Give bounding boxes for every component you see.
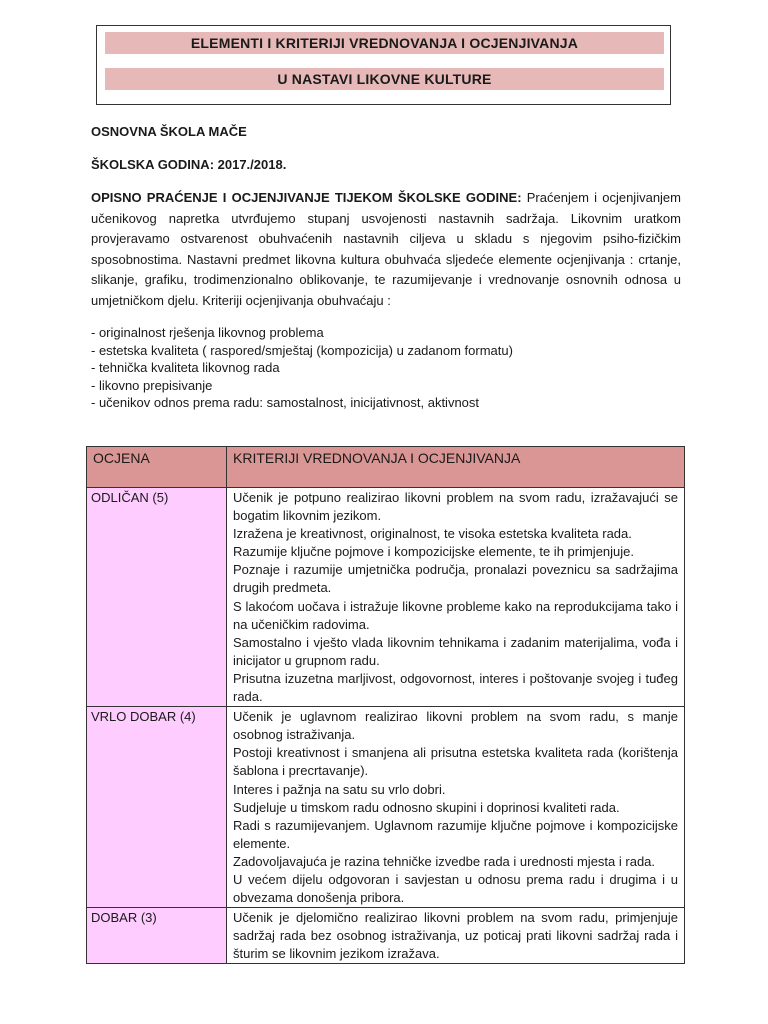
grade-cell: VRLO DOBAR (4): [87, 707, 227, 908]
school-year: ŠKOLSKA GODINA: 2017./2018.: [91, 157, 287, 172]
criteria-line: U većem dijelu odgovoran i savjestan u odnosu prema radu i drugima i u obvezama donošenja pribora.: [233, 871, 678, 906]
criteria-line: S lakoćom uočava i istražuje likovne probleme kako na reprodukcijama tako i na učeničkim radovima.: [233, 598, 678, 632]
criteria-line: Zadovoljavajuća je razina tehničke izvedbe rada i urednosti mjesta i rada.: [233, 853, 656, 869]
criteria-line: Prisutna izuzetna marljivost, odgovornost, interes i poštovanje svojeg i tuđeg rada.: [233, 670, 678, 705]
grade-cell: ODLIČAN (5): [87, 488, 227, 707]
criteria-line: Učenik je uglavnom realizirao likovni problem na svom radu, s manje osobnog istraživanja.: [233, 709, 678, 743]
table-row: [87, 908, 685, 964]
criteria-line: Postoji kreativnost i smanjena ali prisutna estetska kvaliteta rada (korištenja šablona i precrtavanje).: [233, 745, 678, 779]
criteria-line: Učenik je djelomično realizirao likovni problem na svom radu, primjenjuje sadržaj rada bez osobnog istraživanja, uz poticaj prati likovni sadržaj rada i šturim se likovnim jezikom izražava.: [233, 910, 678, 962]
criteria-line: Samostalno i vješto vlada likovnim tehnikama i zadanim materijalima, vođa i inicijator u grupnom radu.: [233, 634, 678, 668]
list-item: - učenikov odnos prema radu: samostalnost, inicijativnost, aktivnost: [91, 395, 480, 411]
list-item: - likovno prepisivanje: [91, 377, 213, 393]
school-name: OSNOVNA ŠKOLA MAČE: [91, 124, 247, 139]
criteria-cell: [227, 707, 685, 908]
document-title: ELEMENTI I KRITERIJI VREDNOVANJA I OCJENJIVANJA: [105, 32, 664, 54]
table-row: [87, 707, 685, 908]
criteria-line: Sudjeluje u timskom radu odnosno skupini i doprinosi kvaliteti rada.: [233, 799, 620, 815]
criteria-cell: [227, 488, 685, 707]
criteria-line: Razumije ključne pojmove i kompozicijske elemente, te ih primjenjuje.: [233, 544, 635, 560]
list-item: - tehnička kvaliteta likovnog rada: [91, 360, 280, 376]
document-title-box: [96, 25, 671, 105]
intro-text: Praćenjem i ocjenjivanjem učenikovog napretka utvrđujemo stupanj usvojenosti nastavnih sadržaja. Likovnim uratkom provjeravamo ostvarenost obuhvaćenih nastavnih ciljeva u skladu s njegovim psiho-fizičkim sposobnostima. Nastavni predmet likovna kultura obuhvaća sljedeće elemente ocjenjivanja : crtanje, slikanje, grafiku, trodimenzionalno oblikovanje, te razumijevanje i vrednovanje osnovnih odnosa u umjetničkom djelu. Kriteriji ocjenjivanja obuhvaćaju :: [91, 190, 681, 308]
intro-heading: OPISNO PRAĆENJE I OCJENJIVANJE TIJEKOM ŠKOLSKE GODINE:: [91, 190, 522, 205]
column-header-criteria: KRITERIJI VREDNOVANJA I OCJENJIVANJA: [227, 447, 685, 488]
list-item: - originalnost rješenja likovnog problema: [91, 325, 324, 340]
grading-criteria-table: [86, 446, 685, 964]
table-header-row: [87, 447, 685, 488]
criteria-list: [91, 324, 681, 412]
criteria-line: Radi s razumijevanjem. Uglavnom razumije ključne pojmove i kompozicijske elemente.: [233, 817, 678, 851]
criteria-line: Izražena je kreativnost, originalnost, te visoka estetska kvaliteta rada.: [233, 526, 632, 542]
document-subtitle: U NASTAVI LIKOVNE KULTURE: [105, 68, 664, 90]
intro-paragraph: [91, 188, 681, 312]
list-item: - estetska kvaliteta ( raspored/smještaj (kompozicija) u zadanom formatu): [91, 342, 513, 358]
criteria-line: Učenik je potpuno realizirao likovni problem na svom radu, izražavajući se bogatim likovnim jezikom.: [233, 490, 678, 524]
criteria-line: Poznaje i razumije umjetnička područja, pronalazi poveznicu sa sadržajima drugih predmeta.: [233, 562, 678, 596]
grade-cell: DOBAR (3): [87, 908, 227, 964]
criteria-cell: [227, 908, 685, 964]
column-header-grade: OCJENA: [87, 447, 227, 488]
table-row: [87, 488, 685, 707]
criteria-line: Interes i pažnja na satu su vrlo dobri.: [233, 781, 446, 797]
